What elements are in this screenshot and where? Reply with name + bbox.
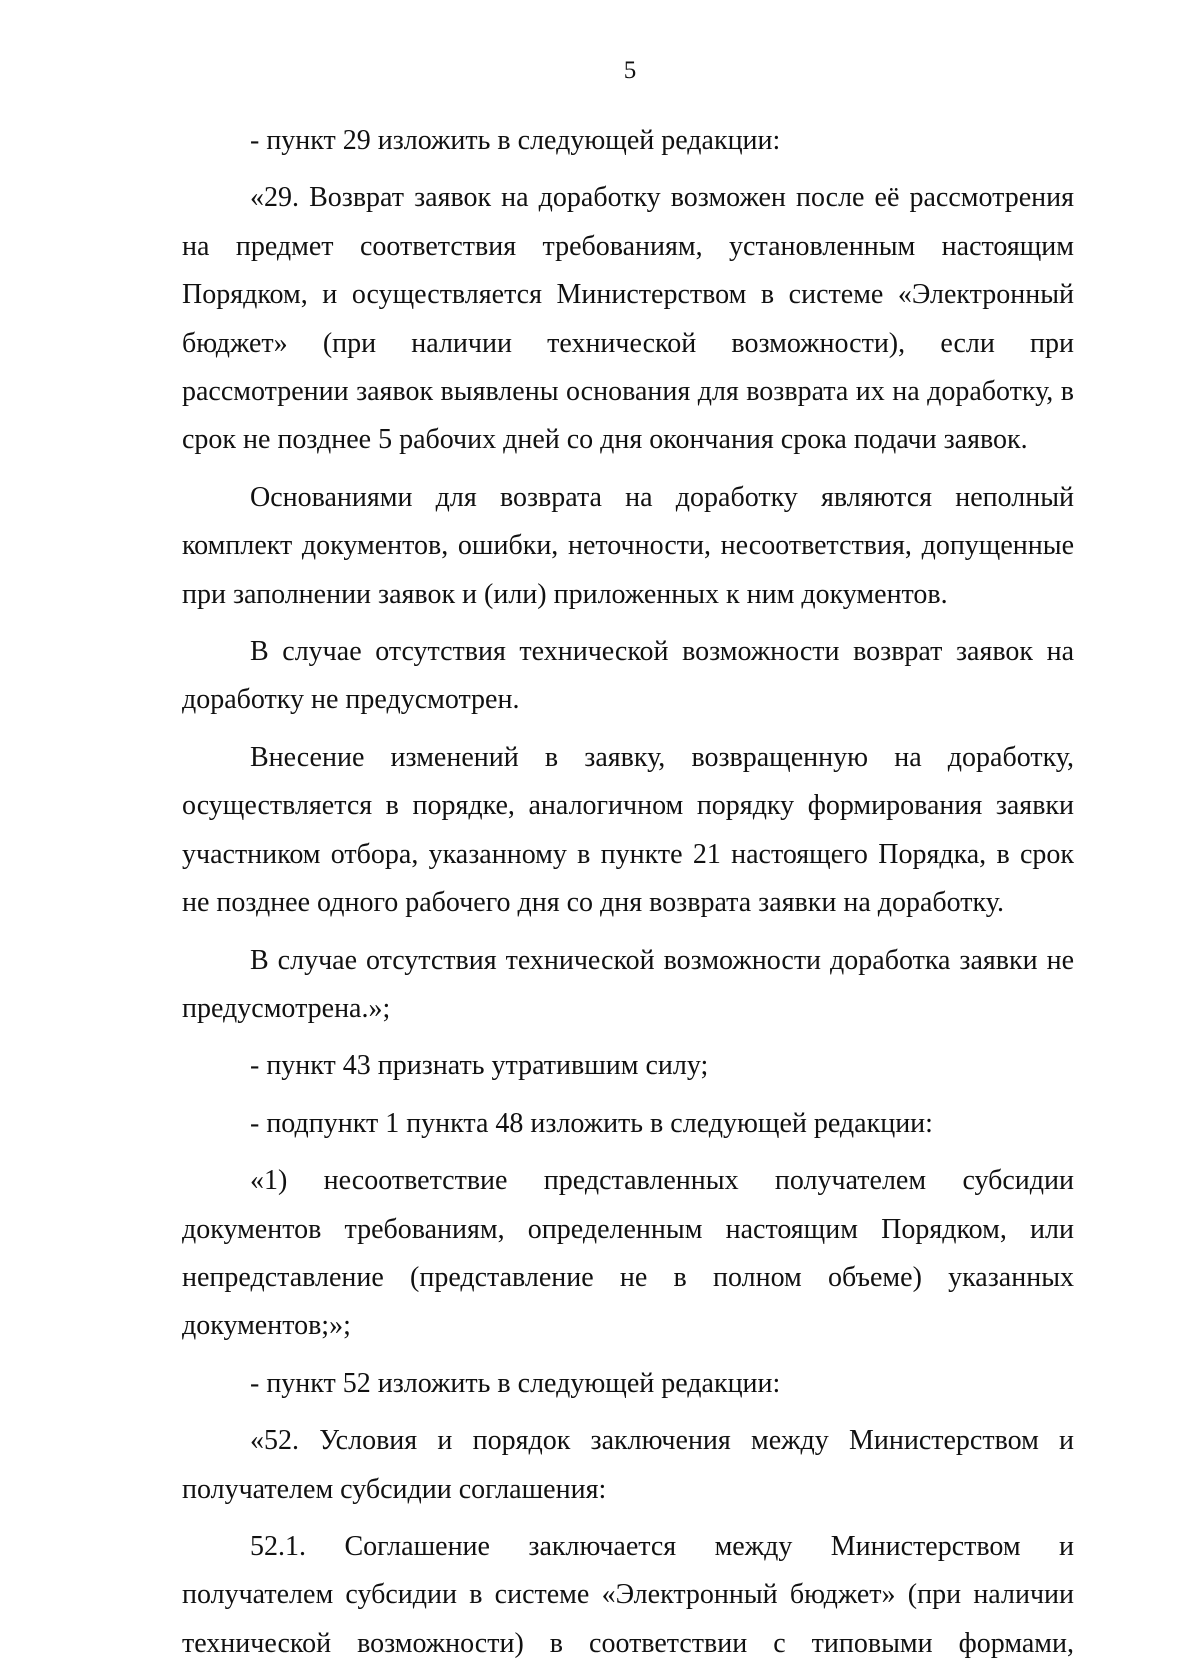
page-number: 5 bbox=[623, 57, 637, 84]
document-body bbox=[182, 117, 1074, 1668]
paragraph-amend-subitem-48-1: - подпункт 1 пункта 48 изложить в следующей редакции: bbox=[250, 1107, 933, 1139]
paragraph-item-52-text: «52. Условия и порядок заключения между Министерством и получателем субсидии соглашения: bbox=[182, 1425, 1074, 1505]
paragraph-no-technical-return: В случае отсутствия технической возможности возврат заявок на доработку не предусмотрен. bbox=[182, 636, 1074, 716]
paragraph-amend-item-29: - пункт 29 изложить в следующей редакции: bbox=[250, 125, 781, 156]
paragraph-item-52-1-text: 52.1. Соглашение заключается между Министерством и получателем субсидии в системе «Электронный бюджет» (при наличии технической возможности) в соответствии с типовыми формами, bbox=[182, 1530, 1074, 1659]
paragraph-changes-procedure: Внесение изменений в заявку, возвращенную на доработку, осуществляется в порядке, аналогичном порядку формирования заявки участником отбора, указанному в пункте 21 настоящего Порядка, в срок не позднее одного рабочего дня со дня возврата заявки на доработку. bbox=[182, 741, 1074, 919]
paragraph-no-technical-revision: В случае отсутствия технической возможности доработка заявки не предусмотрена.»; bbox=[182, 944, 1074, 1024]
paragraph-return-grounds: Основаниями для возврата на доработку являются неполный комплект документов, ошибки, неточности, несоответствия, допущенные при заполнении заявок и (или) приложенных к ним документов. bbox=[182, 481, 1074, 610]
paragraph-item-29-text: «29. Возврат заявок на доработку возможен после её рассмотрения на предмет соответствия требованиям, установленным настоящим Порядком, и осуществляется Министерством в системе «Электронный бюджет» (при наличии технической возможности), если при рассмотрении заявок выявлены основания для возврата их на доработку, в срок не позднее 5 рабочих дней со дня окончания срока подачи заявок. bbox=[182, 182, 1074, 456]
paragraph-subitem-48-1-text: «1) несоответствие представленных получателем субсидии документов требованиям, определенным настоящим Порядком, или непредставление (представление не в полном объеме) указанных документов;»; bbox=[182, 1165, 1074, 1342]
paragraph-amend-item-52: - пункт 52 изложить в следующей редакции: bbox=[250, 1367, 781, 1399]
paragraph-item-43-void: - пункт 43 признать утратившим силу; bbox=[250, 1050, 709, 1082]
